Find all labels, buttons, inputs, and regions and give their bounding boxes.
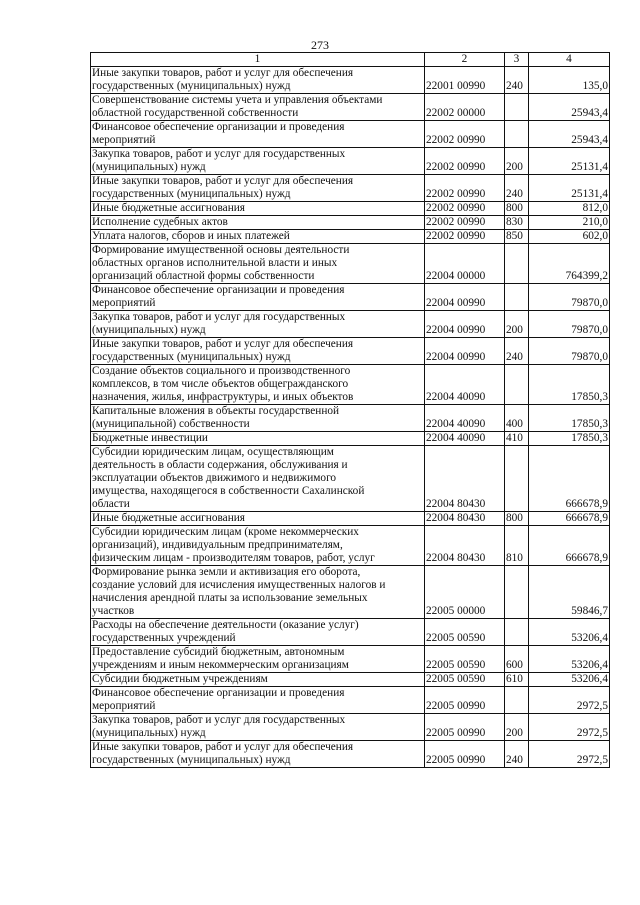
target-article-code: 22004 80430 bbox=[425, 512, 505, 526]
amount: 602,0 bbox=[529, 230, 610, 244]
item-name bbox=[91, 230, 425, 244]
amount: 53206,4 bbox=[529, 646, 610, 673]
table-row bbox=[91, 175, 610, 202]
amount: 53206,4 bbox=[529, 673, 610, 687]
target-article-code: 22005 00590 bbox=[425, 619, 505, 646]
item-name-line: Формирование имущественной основы деятельности bbox=[92, 244, 350, 256]
budget-table bbox=[90, 52, 610, 768]
item-name-line: комплексов, в том числе объектов общегражданского bbox=[92, 378, 349, 390]
item-name-line: начисления арендной платы за использование земельных bbox=[92, 592, 368, 604]
item-name-line: Бюджетные инвестиции bbox=[92, 432, 208, 444]
table-row bbox=[91, 365, 610, 405]
target-article-code: 22002 00990 bbox=[425, 175, 505, 202]
item-name-line: Формирование рынка земли и активизация его оборота, bbox=[92, 566, 361, 578]
item-name bbox=[91, 175, 425, 202]
item-name-line: создание условий для исчисления имущественных налогов и bbox=[92, 579, 386, 591]
target-article-code: 22005 00990 bbox=[425, 741, 505, 768]
item-name-line: (муниципальных) нужд bbox=[92, 324, 206, 336]
item-name bbox=[91, 566, 425, 619]
amount: 666678,9 bbox=[529, 526, 610, 566]
item-name bbox=[91, 405, 425, 432]
expense-type bbox=[505, 365, 529, 405]
item-name-line: организаций областной формы собственности bbox=[92, 270, 315, 282]
amount: 79870,0 bbox=[529, 284, 610, 311]
table-row bbox=[91, 311, 610, 338]
item-name-line: мероприятий bbox=[92, 134, 156, 146]
expense-type: 830 bbox=[505, 216, 529, 230]
amount: 17850,3 bbox=[529, 405, 610, 432]
item-name-line: Капитальные вложения в объекты государственной bbox=[92, 405, 340, 417]
item-name-line: назначения, жилья, инфраструктуры, и иных объектов bbox=[92, 391, 354, 403]
item-name-line: Уплата налогов, сборов и иных платежей bbox=[92, 230, 290, 242]
target-article-code: 22004 00990 bbox=[425, 311, 505, 338]
table-row bbox=[91, 432, 610, 446]
item-name bbox=[91, 619, 425, 646]
item-name-line: Иные бюджетные ассигнования bbox=[92, 202, 245, 214]
item-name bbox=[91, 646, 425, 673]
amount: 210,0 bbox=[529, 216, 610, 230]
item-name bbox=[91, 67, 425, 94]
amount: 666678,9 bbox=[529, 446, 610, 512]
item-name bbox=[91, 244, 425, 284]
expense-type: 410 bbox=[505, 432, 529, 446]
amount: 2972,5 bbox=[529, 714, 610, 741]
expense-type bbox=[505, 687, 529, 714]
item-name bbox=[91, 687, 425, 714]
amount: 25131,4 bbox=[529, 175, 610, 202]
table-row bbox=[91, 338, 610, 365]
item-name-line: Создание объектов социального и производственного bbox=[92, 365, 351, 377]
table-row bbox=[91, 216, 610, 230]
expense-type: 200 bbox=[505, 311, 529, 338]
item-name-line: Расходы на обеспечение деятельности (оказание услуг) bbox=[92, 619, 359, 631]
expense-type bbox=[505, 619, 529, 646]
item-name-line: Финансовое обеспечение организации и проведения bbox=[92, 121, 345, 133]
amount: 2972,5 bbox=[529, 741, 610, 768]
item-name bbox=[91, 284, 425, 311]
item-name-line: учреждениям и иным некоммерческим организациям bbox=[92, 659, 349, 671]
item-name bbox=[91, 446, 425, 512]
header-row bbox=[91, 53, 610, 67]
header-col-4: 4 bbox=[529, 53, 610, 67]
item-name-line: Закупка товаров, работ и услуг для государственных bbox=[92, 714, 346, 726]
item-name-line: области bbox=[92, 498, 130, 510]
table-row bbox=[91, 619, 610, 646]
target-article-code: 22005 00990 bbox=[425, 687, 505, 714]
table-row bbox=[91, 512, 610, 526]
table-row bbox=[91, 687, 610, 714]
amount: 59846,7 bbox=[529, 566, 610, 619]
expense-type bbox=[505, 121, 529, 148]
expense-type: 240 bbox=[505, 338, 529, 365]
amount: 25131,4 bbox=[529, 148, 610, 175]
expense-type bbox=[505, 284, 529, 311]
table-row bbox=[91, 67, 610, 94]
item-name-line: эксплуатации объектов движимого и недвижимого bbox=[92, 472, 337, 484]
target-article-code: 22002 00990 bbox=[425, 230, 505, 244]
item-name-line: физическим лицам - производителям товаров, работ, услуг bbox=[92, 552, 375, 564]
target-article-code: 22002 00000 bbox=[425, 94, 505, 121]
item-name-line: Иные закупки товаров, работ и услуг для обеспечения bbox=[92, 175, 354, 187]
expense-type: 850 bbox=[505, 230, 529, 244]
item-name bbox=[91, 673, 425, 687]
expense-type: 240 bbox=[505, 175, 529, 202]
amount: 2972,5 bbox=[529, 687, 610, 714]
table-row bbox=[91, 566, 610, 619]
table-row bbox=[91, 714, 610, 741]
expense-type: 200 bbox=[505, 148, 529, 175]
item-name-line: Субсидии юридическим лицам, осуществляющим bbox=[92, 446, 334, 458]
item-name-line: Финансовое обеспечение организации и проведения bbox=[92, 687, 345, 699]
amount: 79870,0 bbox=[529, 338, 610, 365]
item-name-line: государственных учреждений bbox=[92, 632, 236, 644]
item-name-line: Иные закупки товаров, работ и услуг для обеспечения bbox=[92, 741, 354, 753]
item-name bbox=[91, 512, 425, 526]
table-row bbox=[91, 446, 610, 512]
item-name bbox=[91, 338, 425, 365]
item-name bbox=[91, 741, 425, 768]
target-article-code: 22002 00990 bbox=[425, 121, 505, 148]
item-name-line: государственных (муниципальных) нужд bbox=[92, 188, 291, 200]
target-article-code: 22004 40090 bbox=[425, 432, 505, 446]
target-article-code: 22004 40090 bbox=[425, 365, 505, 405]
amount: 135,0 bbox=[529, 67, 610, 94]
table-row bbox=[91, 673, 610, 687]
expense-type: 800 bbox=[505, 512, 529, 526]
item-name-line: Иные закупки товаров, работ и услуг для обеспечения bbox=[92, 67, 354, 79]
item-name-line: (муниципальной) собственности bbox=[92, 418, 250, 430]
table-row bbox=[91, 202, 610, 216]
table-row bbox=[91, 284, 610, 311]
target-article-code: 22002 00990 bbox=[425, 148, 505, 175]
item-name bbox=[91, 526, 425, 566]
item-name bbox=[91, 311, 425, 338]
target-article-code: 22004 00990 bbox=[425, 284, 505, 311]
target-article-code: 22004 00000 bbox=[425, 244, 505, 284]
target-article-code: 22004 80430 bbox=[425, 526, 505, 566]
expense-type: 600 bbox=[505, 646, 529, 673]
item-name-line: участков bbox=[92, 605, 135, 617]
table-row bbox=[91, 526, 610, 566]
table-row bbox=[91, 148, 610, 175]
target-article-code: 22002 00990 bbox=[425, 216, 505, 230]
target-article-code: 22004 00990 bbox=[425, 338, 505, 365]
item-name-line: государственных (муниципальных) нужд bbox=[92, 80, 291, 92]
header-col-3: 3 bbox=[505, 53, 529, 67]
table-row bbox=[91, 94, 610, 121]
item-name bbox=[91, 121, 425, 148]
expense-type: 400 bbox=[505, 405, 529, 432]
item-name-line: деятельность в области содержания, обслуживания и bbox=[92, 459, 348, 471]
expense-type: 200 bbox=[505, 714, 529, 741]
amount: 79870,0 bbox=[529, 311, 610, 338]
page-number: 273 bbox=[311, 38, 329, 52]
item-name-line: Иные закупки товаров, работ и услуг для обеспечения bbox=[92, 338, 354, 350]
amount: 53206,4 bbox=[529, 619, 610, 646]
item-name-line: мероприятий bbox=[92, 297, 156, 309]
item-name-line: областных органов исполнительной власти и иных bbox=[92, 257, 338, 269]
expense-type: 240 bbox=[505, 741, 529, 768]
item-name bbox=[91, 202, 425, 216]
item-name-line: (муниципальных) нужд bbox=[92, 161, 206, 173]
amount: 812,0 bbox=[529, 202, 610, 216]
item-name-line: Совершенствование системы учета и управления объектами bbox=[92, 94, 383, 106]
amount: 25943,4 bbox=[529, 121, 610, 148]
target-article-code: 22004 40090 bbox=[425, 405, 505, 432]
table-row bbox=[91, 121, 610, 148]
item-name-line: государственных (муниципальных) нужд bbox=[92, 351, 291, 363]
expense-type: 810 bbox=[505, 526, 529, 566]
item-name bbox=[91, 216, 425, 230]
item-name-line: организаций), индивидуальным предпринимателям, bbox=[92, 539, 343, 551]
expense-type: 240 bbox=[505, 67, 529, 94]
item-name-line: Закупка товаров, работ и услуг для государственных bbox=[92, 148, 346, 160]
item-name bbox=[91, 148, 425, 175]
table-row bbox=[91, 230, 610, 244]
header-col-2: 2 bbox=[425, 53, 505, 67]
amount: 764399,2 bbox=[529, 244, 610, 284]
item-name-line: Закупка товаров, работ и услуг для государственных bbox=[92, 311, 346, 323]
item-name-line: Предоставление субсидий бюджетным, автономным bbox=[92, 646, 345, 658]
header-col-1: 1 bbox=[91, 53, 425, 67]
target-article-code: 22004 80430 bbox=[425, 446, 505, 512]
amount: 17850,3 bbox=[529, 365, 610, 405]
item-name-line: Иные бюджетные ассигнования bbox=[92, 512, 245, 524]
target-article-code: 22005 00590 bbox=[425, 646, 505, 673]
table-row bbox=[91, 405, 610, 432]
item-name-line: областной государственной собственности bbox=[92, 107, 299, 119]
item-name-line: Субсидии бюджетным учреждениям bbox=[92, 673, 268, 685]
item-name-line: мероприятий bbox=[92, 700, 156, 712]
item-name bbox=[91, 432, 425, 446]
amount: 25943,4 bbox=[529, 94, 610, 121]
expense-type bbox=[505, 446, 529, 512]
expense-type bbox=[505, 94, 529, 121]
item-name bbox=[91, 714, 425, 741]
target-article-code: 22005 00000 bbox=[425, 566, 505, 619]
item-name-line: Исполнение судебных актов bbox=[92, 216, 228, 228]
item-name-line: Финансовое обеспечение организации и проведения bbox=[92, 284, 345, 296]
expense-type bbox=[505, 566, 529, 619]
expense-type bbox=[505, 244, 529, 284]
expense-type: 800 bbox=[505, 202, 529, 216]
target-article-code: 22005 00990 bbox=[425, 714, 505, 741]
table-row bbox=[91, 646, 610, 673]
amount: 666678,9 bbox=[529, 512, 610, 526]
table-row bbox=[91, 741, 610, 768]
item-name-line: Субсидии юридическим лицам (кроме некоммерческих bbox=[92, 526, 359, 538]
item-name-line: (муниципальных) нужд bbox=[92, 727, 206, 739]
item-name bbox=[91, 365, 425, 405]
target-article-code: 22005 00590 bbox=[425, 673, 505, 687]
target-article-code: 22002 00990 bbox=[425, 202, 505, 216]
expense-type: 610 bbox=[505, 673, 529, 687]
item-name bbox=[91, 94, 425, 121]
item-name-line: государственных (муниципальных) нужд bbox=[92, 754, 291, 766]
item-name-line: имущества, находящегося в собственности Сахалинской bbox=[92, 485, 365, 497]
table-row bbox=[91, 244, 610, 284]
amount: 17850,3 bbox=[529, 432, 610, 446]
target-article-code: 22001 00990 bbox=[425, 67, 505, 94]
